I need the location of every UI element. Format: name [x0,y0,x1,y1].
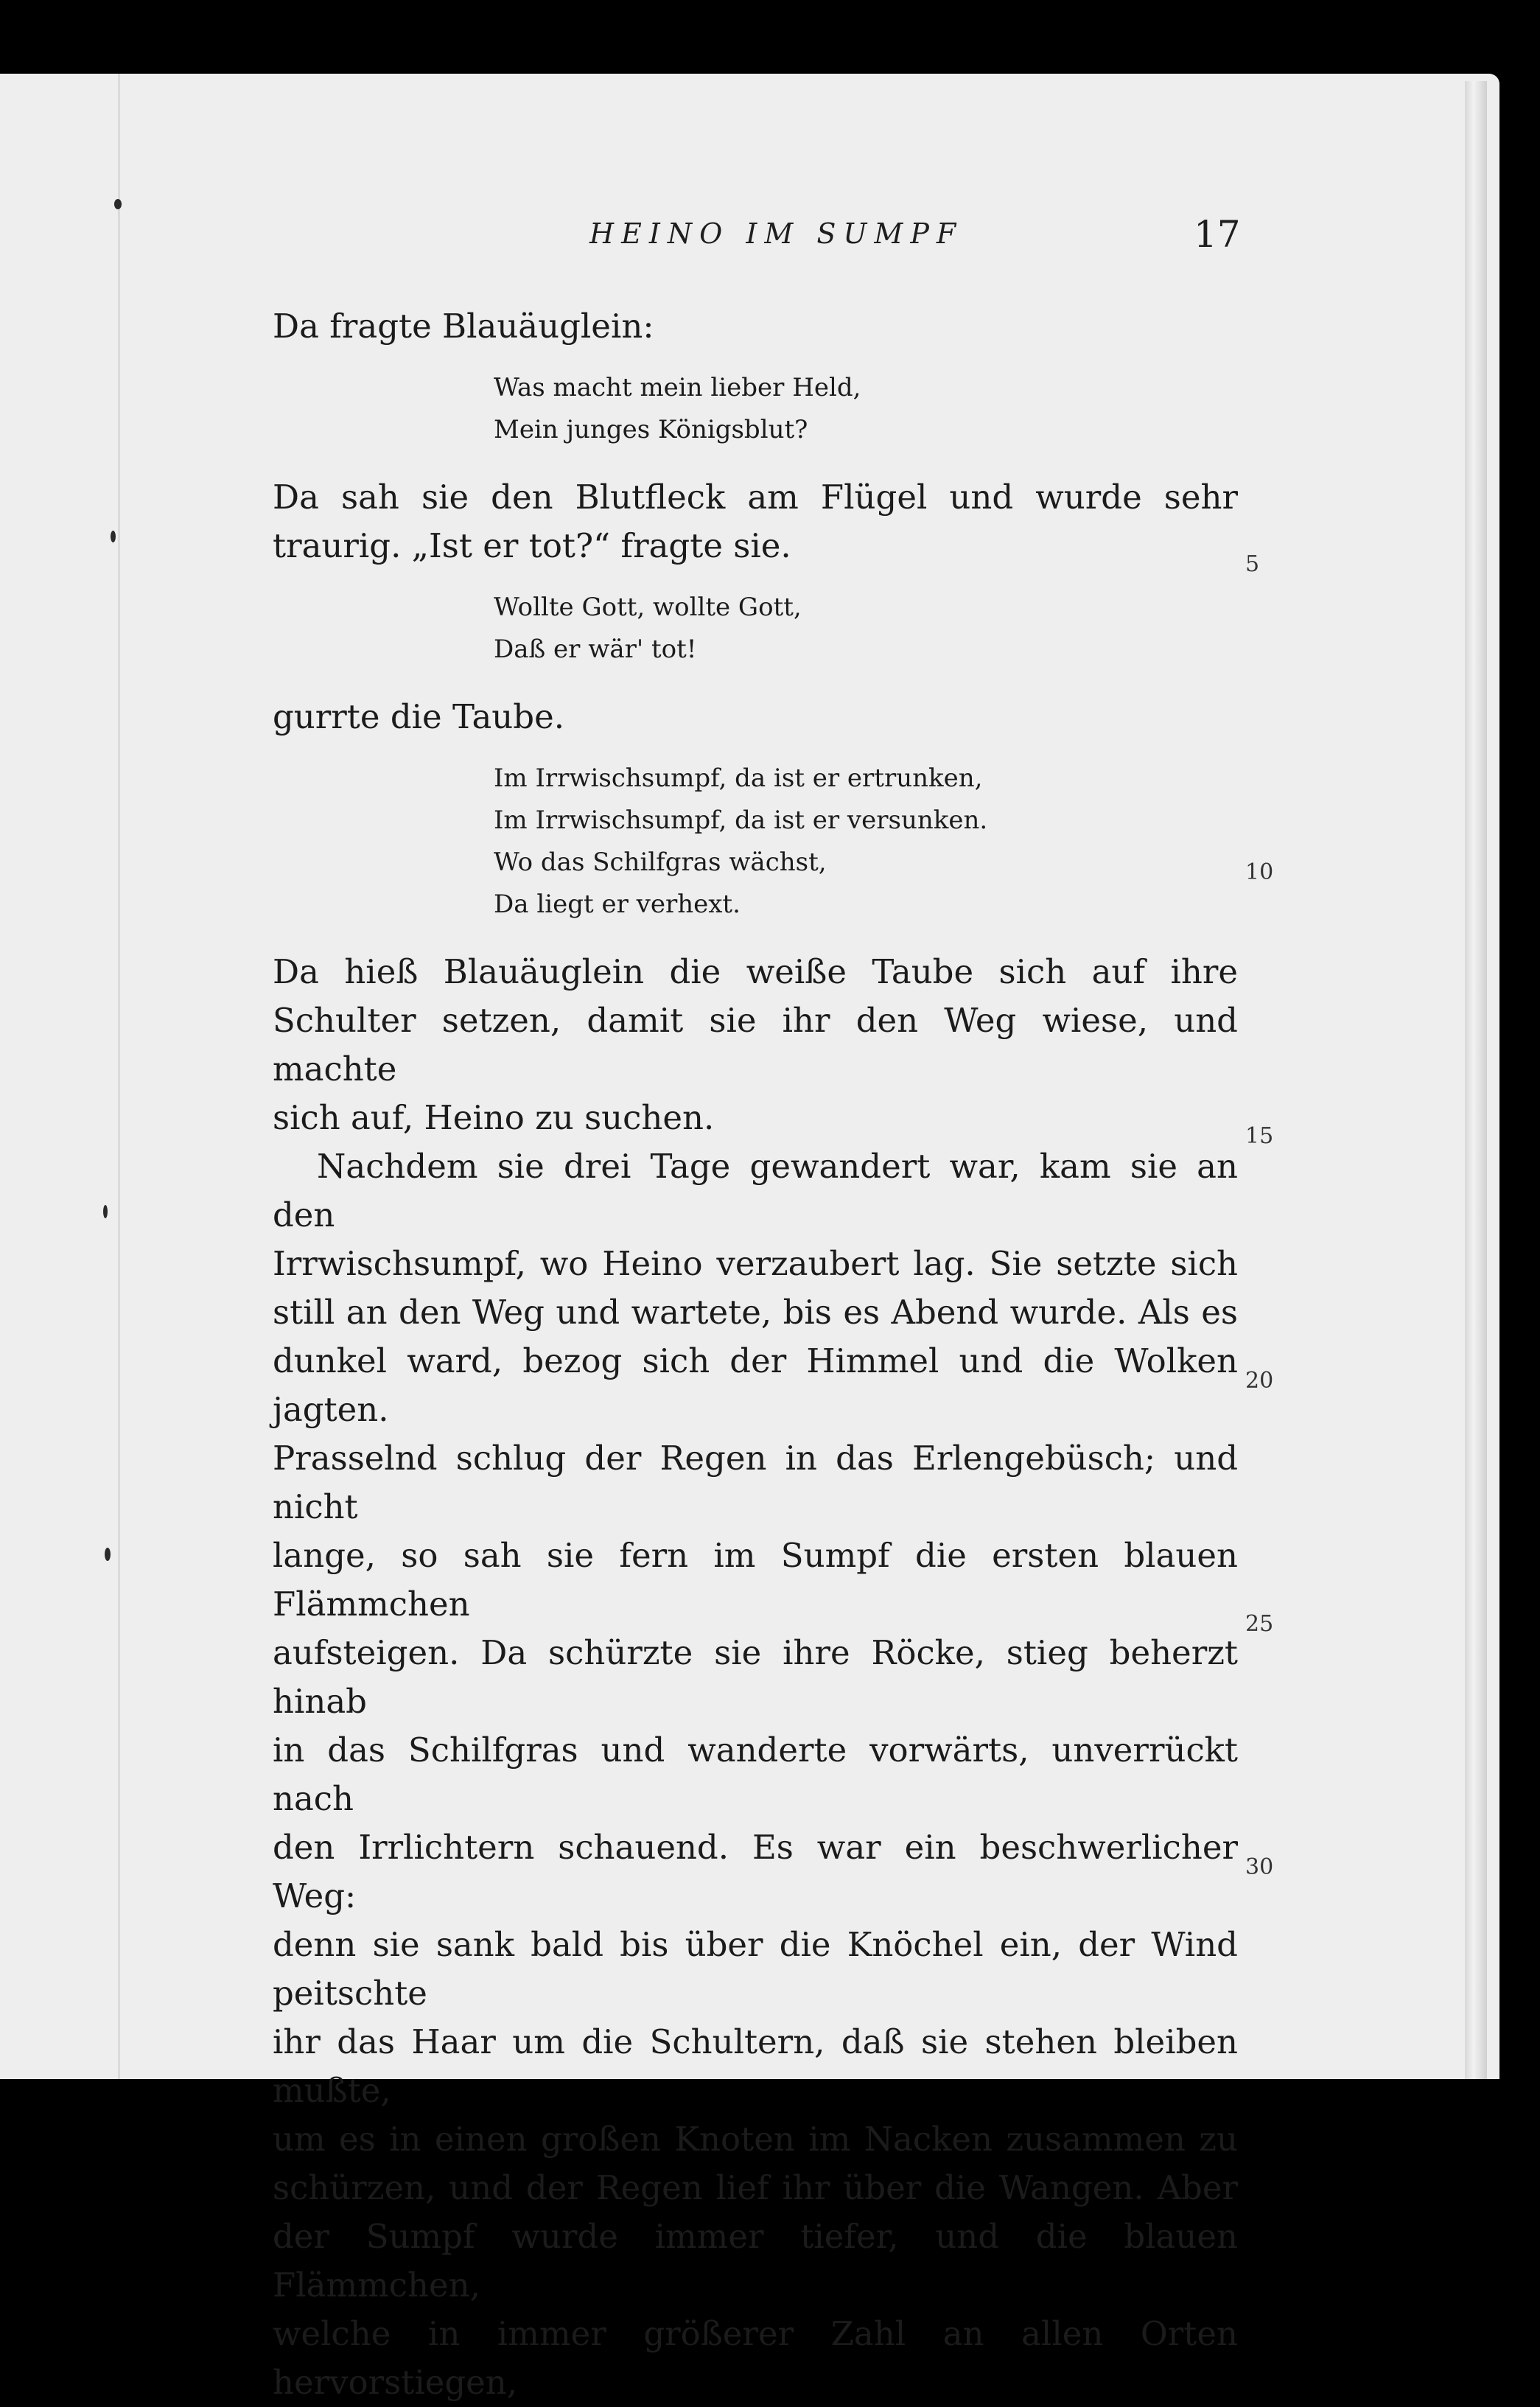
paragraph [273,693,1238,741]
gutter-shadow [118,74,120,2079]
line-number: 20 [1245,1368,1274,1394]
text-line: aufsteigen. Da schürzte sie ihre Röcke, stieg beherzt hinab [273,1633,1238,1721]
paper-speck [105,1548,111,1561]
verse-line: Wo das Schilfgras wächst, [494,848,827,877]
paragraph [273,473,1238,570]
page-edge [1465,81,1487,2079]
text-line: denn sie sank bald bis über die Knöchel ein, der Wind peitschte [273,1925,1238,2013]
text-line: Nachdem sie drei Tage gewandert war, kam sie an den [273,1147,1238,1234]
text-line: Schulter setzen, damit sie ihr den Weg wiese, und machte [273,1001,1238,1089]
text-line: Da fragte Blauäuglein: [273,307,654,346]
verse-line: Was macht mein lieber Held, [494,373,861,402]
text-line: der Sumpf wurde immer tiefer, und die blauen Flämmchen, [273,2217,1238,2305]
text-line: Da sah sie den Blutfleck am Flügel und wurde sehr [273,478,1238,517]
verse-line: Daß er wär' tot! [494,635,697,664]
paragraph [273,302,1238,351]
text-line: lange, so sah sie fern im Sumpf die ersten blauen Flämmchen [273,1536,1238,1624]
text-line: den Irrlichtern schauend. Es war ein beschwerlicher Weg: [273,1828,1238,1915]
running-title: HEINO IM SUMPF [589,217,964,250]
text-line: Da hieß Blauäuglein die weiße Taube sich auf ihre [273,952,1238,991]
text-line: Irrwischsumpf, wo Heino verzaubert lag. Sie setzte sich [273,1244,1238,1283]
page-header [0,213,1499,262]
paper-speck [111,531,116,542]
page-number: 17 [1194,213,1241,256]
text-line: traurig. „Ist er tot?“ fragte sie. [273,526,791,565]
line-number: 15 [1245,1123,1274,1149]
text-line: dunkel ward, bezog sich der Himmel und die Wolken jagten. [273,1341,1238,1429]
verse-stanza [273,367,1238,451]
text-line: ihr das Haar um die Schultern, daß sie stehen bleiben mußte, [273,2022,1238,2110]
verse-line: Mein junges Königsblut? [494,415,808,444]
text-line: um es in einen großen Knoten im Nacken zusammen zu [273,2120,1238,2159]
verse-line: Im Irrwischsumpf, da ist er versunken. [494,806,988,835]
verse-stanza [273,587,1238,671]
line-number: 10 [1245,859,1274,885]
line-number: 25 [1245,1611,1274,1637]
paragraph [273,948,1238,1142]
text-line: still an den Weg und wartete, bis es Abend wurde. Als es [273,1293,1238,1332]
page-body [273,302,1238,2407]
verse-line: Im Irrwischsumpf, da ist er ertrunken, [494,764,983,793]
line-number: 30 [1245,1854,1274,1880]
paper-speck [103,1205,108,1218]
text-line: Prasselnd schlug der Regen in das Erlengebüsch; und nicht [273,1439,1238,1526]
text-line: schürzen, und der Regen lief ihr über die Wangen. Aber [273,2168,1238,2207]
line-number: 5 [1245,551,1260,577]
text-line: gurrte die Taube. [273,697,565,736]
paragraph [273,1142,1238,2407]
verse-line: Da liegt er verhext. [494,890,741,919]
verse-stanza [273,758,1238,926]
text-line: welche in immer größerer Zahl an allen Orten hervorstiegen, [273,2314,1238,2402]
paper-speck [114,199,122,209]
text-line: in das Schilfgras und wanderte vorwärts, unverrückt nach [273,1730,1238,1818]
text-line: sich auf, Heino zu suchen. [273,1098,715,1137]
verse-line: Wollte Gott, wollte Gott, [494,593,802,622]
